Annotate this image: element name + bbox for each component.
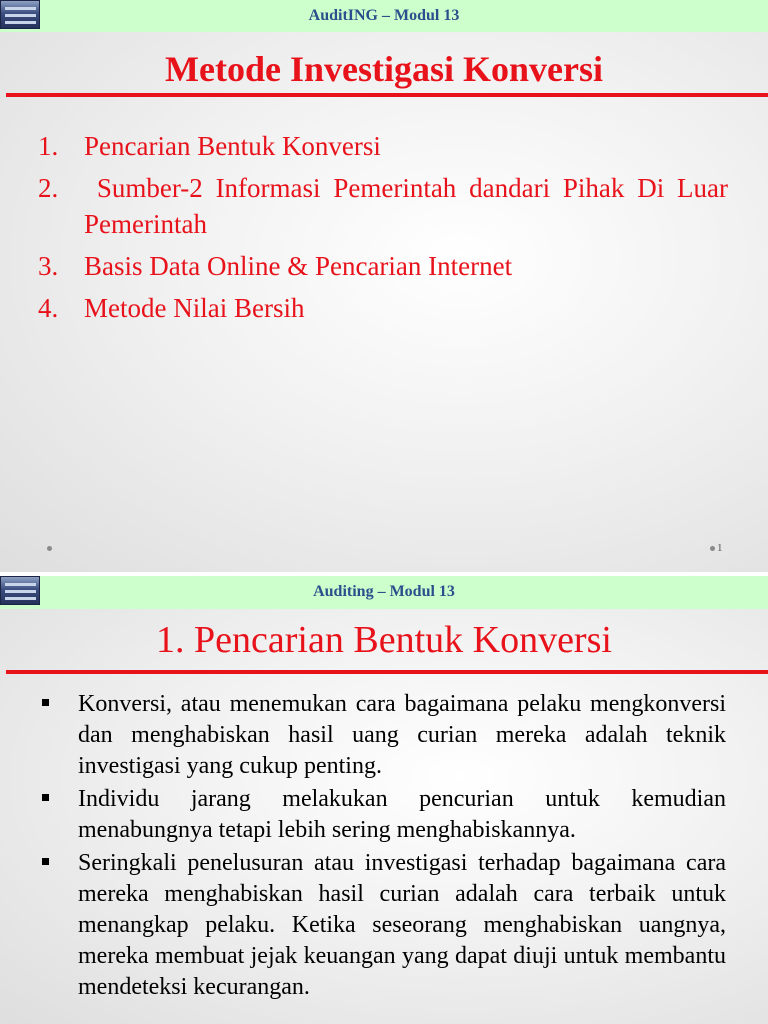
- slide-header-bar: [0, 0, 768, 32]
- slide-header-text: AuditING – Modul 13: [308, 7, 460, 24]
- slide-header-text: Auditing – Modul 13: [313, 583, 455, 600]
- list-item-number: 3.: [38, 251, 59, 281]
- square-bullet-icon: [40, 848, 78, 1003]
- list-item-text: Individu jarang melakukan pencurian untuk kemudian menabungnya tetapi lebih sering menghabiskannya.: [78, 786, 726, 843]
- list-item-text: Konversi, atau menemukan cara bagaimana pelaku mengkonversi dan menghabiskan hasil uang curian mereka adalah teknik investigasi yang cukup penting.: [78, 691, 726, 779]
- list-item-number: 1.: [38, 131, 59, 161]
- list-item-text: Seringkali penelusuran atau investigasi terhadap bagaimana cara mereka menghabiskan hasil curian adalah cara terbaik untuk menangkap pelaku. Ketika seseorang menghabiskan uangnya, mereka membuat jejak keuangan yang dapat diuji untuk membantu mendeteksi kecurangan.: [78, 850, 726, 1000]
- list-item: [38, 128, 728, 164]
- numbered-list: [38, 128, 735, 332]
- bullet-list: [40, 689, 726, 1005]
- list-item: [38, 248, 728, 284]
- list-item-text: Metode Nilai Bersih: [84, 293, 305, 323]
- square-bullet-icon: [40, 689, 78, 782]
- page-number: 1: [717, 542, 723, 554]
- square-bullet-icon: [40, 784, 78, 846]
- list-item-text: Pencarian Bentuk Konversi: [84, 131, 381, 161]
- right-dot-icon: [710, 546, 715, 551]
- slide-header-bar: [0, 576, 768, 609]
- left-dot-icon: [47, 546, 52, 551]
- list-item: [38, 170, 735, 242]
- list-item-text: Sumber-2 Informasi Pemerintah dandari Pihak Di Luar Pemerintah: [84, 173, 735, 239]
- title-divider: [6, 670, 768, 674]
- list-item: [38, 290, 728, 326]
- list-item: [40, 689, 726, 782]
- title-divider: [6, 93, 768, 97]
- list-item: [40, 784, 726, 846]
- list-item-number: 2.: [38, 173, 59, 203]
- list-item: [40, 848, 726, 1003]
- slide-2: [0, 576, 768, 1024]
- slide-title: Metode Investigasi Konversi: [165, 49, 603, 89]
- list-item-number: 4.: [38, 293, 59, 323]
- list-item-text: Basis Data Online & Pencarian Internet: [84, 251, 513, 281]
- slide-title: 1. Pencarian Bentuk Konversi: [156, 619, 612, 661]
